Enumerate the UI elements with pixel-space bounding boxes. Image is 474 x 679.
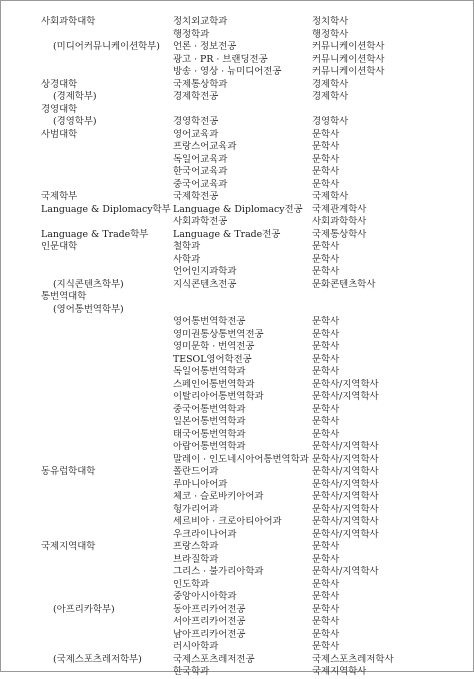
degree-cell: 문학사/지역학사 <box>312 453 379 465</box>
major-cell: 경영학전공 <box>173 116 219 127</box>
table-row <box>41 654 465 667</box>
major-cell: 폴란드어과 <box>173 466 219 477</box>
table-row <box>41 491 465 504</box>
degree-cell: 문학사 <box>312 128 340 140</box>
degree-cell: 문학사/지역학사 <box>312 466 379 477</box>
degree-cell: 사회과학학사 <box>312 216 367 227</box>
college-cell <box>41 579 173 592</box>
table-row <box>41 129 465 142</box>
degree-cell: 경제학사 <box>312 91 349 102</box>
table-row <box>41 254 465 267</box>
major-cell: 러시아학과 <box>173 641 219 652</box>
major-cell: 광고 · PR · 브랜딩전공 <box>173 53 268 65</box>
college-cell <box>41 266 173 279</box>
table-row <box>41 316 465 329</box>
major-cell: 영미문학 · 번역전공 <box>173 341 255 352</box>
major-cell: 언어인지과학과 <box>173 266 237 277</box>
table-row <box>41 329 465 342</box>
degree-cell <box>312 104 465 117</box>
college-cell <box>41 479 173 492</box>
table-row <box>41 479 465 492</box>
degree-cell: 문학사 <box>312 366 340 377</box>
college-cell <box>41 441 173 454</box>
major-cell: 프랑스어교육과 <box>173 141 237 152</box>
major-cell: 사학과 <box>173 253 201 265</box>
college-cell: 인문대학 <box>41 241 78 252</box>
table-row <box>41 229 465 242</box>
degree-cell <box>312 291 465 304</box>
major-cell: 국제통상학과 <box>173 78 228 90</box>
degree-cell: 문학사 <box>312 591 340 602</box>
college-cell: Language & Trade학부 <box>41 228 149 240</box>
college-cell <box>41 529 173 542</box>
major-cell: 언론 · 정보전공 <box>173 41 237 52</box>
degree-cell: 국제지역학사 <box>312 666 367 677</box>
degree-cell: 문학사 <box>312 541 340 552</box>
college-cell <box>41 641 173 654</box>
major-cell: 프랑스학과 <box>173 541 219 552</box>
major-cell: Language & Diplomacy전공 <box>173 203 303 215</box>
degree-cell: 문학사 <box>312 141 340 152</box>
degree-cell <box>312 304 465 317</box>
degree-cell: 문학사 <box>312 603 340 615</box>
degree-cell: 문학사 <box>312 403 340 415</box>
degree-cell: 경영학사 <box>312 116 349 127</box>
degree-cell: 문학사 <box>312 166 340 177</box>
major-cell <box>173 291 312 304</box>
major-cell: 영미권통상통번역전공 <box>173 328 264 340</box>
degree-cell: 문학사/지역학사 <box>312 566 379 577</box>
college-cell: 국제지역대학 <box>41 541 96 552</box>
table-row <box>41 341 465 354</box>
college-cell: (미디어커뮤니케이션학부) <box>53 41 160 52</box>
table-row <box>41 466 465 479</box>
major-cell: 그리스 · 불가리아학과 <box>173 566 264 577</box>
college-cell: (아프리카학부) <box>53 603 115 615</box>
degree-cell: 문학사/지역학사 <box>312 391 379 402</box>
table-row <box>41 554 465 567</box>
table-row <box>41 441 465 454</box>
table-row <box>41 154 465 167</box>
college-cell: (지식콘텐츠학부) <box>53 278 124 290</box>
college-cell <box>41 66 173 79</box>
table-row <box>41 529 465 542</box>
degree-cell: 문학사/지역학사 <box>312 441 379 452</box>
college-cell <box>41 166 173 179</box>
degree-cell: 경제학사 <box>312 78 349 90</box>
college-cell <box>41 366 173 379</box>
college-cell <box>41 591 173 604</box>
table-row <box>41 91 465 104</box>
college-cell: 상경대학 <box>41 78 78 90</box>
major-cell: 정치외교학과 <box>173 16 228 27</box>
college-cell <box>41 379 173 392</box>
college-cell <box>41 554 173 567</box>
table-row <box>41 16 465 29</box>
degree-cell: 문학사 <box>312 178 340 190</box>
college-cell <box>41 629 173 642</box>
college-cell <box>41 254 173 267</box>
major-cell: 스페인어통번역학과 <box>173 378 255 390</box>
table-row <box>41 179 465 192</box>
college-cell <box>41 179 173 192</box>
table-row <box>41 79 465 92</box>
table-row <box>41 66 465 79</box>
degree-cell: 국제스포츠레저학사 <box>312 653 394 665</box>
major-cell: 한국학과 <box>173 666 210 677</box>
college-cell <box>41 404 173 417</box>
table-row <box>41 429 465 442</box>
major-cell: 이탈리아어통번역학과 <box>173 391 264 402</box>
degree-cell: 문학사/지역학사 <box>312 491 379 502</box>
major-cell: 태국어통번역학과 <box>173 428 246 440</box>
degree-cell: 문학사 <box>312 241 340 252</box>
major-cell: 국제학전공 <box>173 191 219 202</box>
major-cell: 철학과 <box>173 241 201 252</box>
table-row <box>41 416 465 429</box>
college-cell <box>41 454 173 467</box>
college-cell: 국제학부 <box>41 191 78 202</box>
degree-cell: 문학사/지역학사 <box>312 503 379 515</box>
college-cell: (경제학부) <box>53 91 97 102</box>
college-cell <box>41 54 173 67</box>
degree-cell: 행정학사 <box>312 28 349 40</box>
table-row <box>41 591 465 604</box>
table-row <box>41 141 465 154</box>
major-cell: 동아프리카어전공 <box>173 603 246 615</box>
table-row <box>41 516 465 529</box>
major-cell: 경제학전공 <box>173 91 219 102</box>
major-cell: 사회과학전공 <box>173 216 228 227</box>
degree-cell: 문학사 <box>312 641 340 652</box>
table-row <box>41 504 465 517</box>
major-cell: 브라질학과 <box>173 553 219 565</box>
table-row <box>41 191 465 204</box>
table-row <box>41 616 465 629</box>
major-cell: 체코 · 슬로바키아어과 <box>173 491 264 502</box>
major-cell: TESOL영어학전공 <box>173 353 252 365</box>
college-cell: 통번역대학 <box>41 291 87 302</box>
table-row <box>41 566 465 579</box>
degree-cell: 문학사 <box>312 553 340 565</box>
college-cell <box>41 416 173 429</box>
table-row <box>41 454 465 467</box>
degree-cell: 문학사/지역학사 <box>312 528 379 540</box>
major-cell: 방송 · 영상 · 뉴미디어전공 <box>173 66 282 77</box>
degree-cell: 문학사 <box>312 416 340 427</box>
major-cell: 인도학과 <box>173 578 210 590</box>
college-cell <box>41 391 173 404</box>
table-row <box>41 666 465 679</box>
major-cell <box>173 104 312 117</box>
major-cell: 우크라이나어과 <box>173 528 237 540</box>
major-cell: 일본어통번역학과 <box>173 416 246 427</box>
major-cell: 남아프리카어전공 <box>173 628 246 640</box>
table-row <box>41 404 465 417</box>
degree-cell: 문학사 <box>312 428 340 440</box>
college-cell: (영어통번역학부) <box>53 303 124 315</box>
college-cell <box>41 429 173 442</box>
degree-cell: 문학사/지역학사 <box>312 378 379 390</box>
college-cell: (국제스포츠레저학부) <box>53 653 142 665</box>
major-cell: 세르비아 · 크로아티아어과 <box>173 516 282 527</box>
table-row <box>41 641 465 654</box>
college-cell <box>41 154 173 167</box>
major-cell: 헝가리어과 <box>173 503 219 515</box>
college-cell: (경영학부) <box>53 116 97 127</box>
college-cell <box>41 216 173 229</box>
table-row <box>41 41 465 54</box>
degree-cell: 문학사 <box>312 328 340 340</box>
college-cell <box>41 316 173 329</box>
degree-cell: 문학사 <box>312 341 340 352</box>
table-row <box>41 291 465 304</box>
degree-table <box>41 16 465 679</box>
table-row <box>41 391 465 404</box>
college-cell <box>41 141 173 154</box>
college-cell <box>41 29 173 42</box>
college-cell <box>41 666 173 679</box>
major-cell: 중국어통번역학과 <box>173 403 246 415</box>
degree-cell: 문학사 <box>312 316 340 327</box>
degree-cell: 커뮤니케이션학사 <box>312 66 385 77</box>
degree-cell: 문학사 <box>312 578 340 590</box>
major-cell: 아랍어통번역학과 <box>173 441 246 452</box>
major-cell: 지식콘텐츠전공 <box>173 278 237 290</box>
degree-cell: 국제학사 <box>312 191 349 202</box>
major-cell: 영어통번역학전공 <box>173 316 246 327</box>
college-cell: 경영대학 <box>41 103 78 115</box>
table-row <box>41 579 465 592</box>
college-cell <box>41 329 173 342</box>
college-cell <box>41 516 173 529</box>
college-cell: Language & Diplomacy학부 <box>41 203 171 215</box>
college-cell <box>41 341 173 354</box>
degree-cell: 문학사 <box>312 353 340 365</box>
major-cell: 말레이 · 인도네시아어통번역학과 <box>173 453 309 465</box>
degree-cell: 문화콘텐츠학사 <box>312 278 376 290</box>
major-cell: 국제스포츠레저전공 <box>173 653 255 665</box>
degree-cell: 문학사/지역학사 <box>312 516 379 527</box>
degree-cell: 국제관계학사 <box>312 203 367 215</box>
major-cell: 서아프리카어전공 <box>173 616 246 627</box>
table-row <box>41 204 465 217</box>
table-row <box>41 116 465 129</box>
table-row <box>41 54 465 67</box>
degree-cell: 커뮤니케이션학사 <box>312 53 385 65</box>
table-row <box>41 379 465 392</box>
degree-cell: 문학사 <box>312 266 340 277</box>
college-cell <box>41 491 173 504</box>
table-row <box>41 241 465 254</box>
degree-cell: 국제통상학사 <box>312 228 367 240</box>
college-cell: 사범대학 <box>41 128 78 140</box>
degree-cell: 문학사 <box>312 628 340 640</box>
degree-cell: 커뮤니케이션학사 <box>312 41 385 52</box>
table-row <box>41 541 465 554</box>
major-cell: 중국어교육과 <box>173 178 228 190</box>
major-cell: 중앙아시아학과 <box>173 591 237 602</box>
college-cell: 사회과학대학 <box>41 16 96 27</box>
table-row <box>41 104 465 117</box>
major-cell <box>173 304 312 317</box>
major-cell: 영어교육과 <box>173 128 219 140</box>
degree-cell: 문학사 <box>312 616 340 627</box>
table-row <box>41 29 465 42</box>
table-row <box>41 266 465 279</box>
table-row <box>41 354 465 367</box>
table-row <box>41 279 465 292</box>
major-cell: 행정학과 <box>173 28 210 40</box>
college-cell <box>41 566 173 579</box>
degree-cell: 문학사/지역학사 <box>312 478 379 490</box>
table-row <box>41 604 465 617</box>
degree-cell: 문학사 <box>312 153 340 165</box>
table-row <box>41 366 465 379</box>
college-cell <box>41 354 173 367</box>
college-cell <box>41 616 173 629</box>
table-row <box>41 216 465 229</box>
major-cell: 독일어통번역학과 <box>173 366 246 377</box>
degree-cell: 정치학사 <box>312 16 349 27</box>
college-cell <box>41 504 173 517</box>
table-row <box>41 629 465 642</box>
table-row <box>41 304 465 317</box>
major-cell: 한국어교육과 <box>173 166 228 177</box>
degree-cell: 문학사 <box>312 253 340 265</box>
college-cell: 동유럽학대학 <box>41 466 96 477</box>
major-cell: 루마니아어과 <box>173 478 228 490</box>
major-cell: Language & Trade전공 <box>173 228 281 240</box>
major-cell: 독일어교육과 <box>173 153 228 165</box>
table-row <box>41 166 465 179</box>
